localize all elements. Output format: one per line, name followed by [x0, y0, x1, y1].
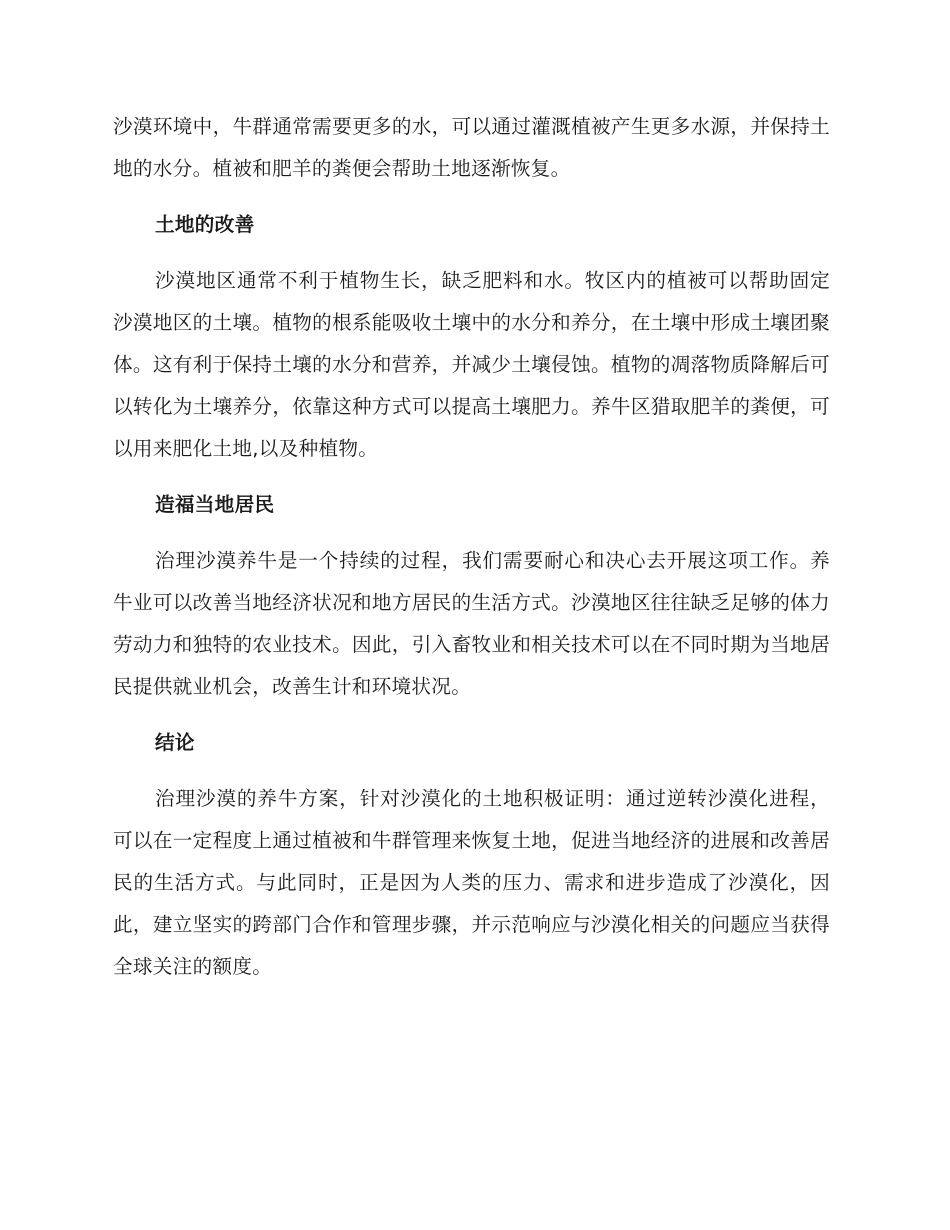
section-heading-benefit-residents: 造福当地居民 — [155, 493, 275, 516]
section-paragraph-land-improvement: 沙漠地区通常不利于植物生长，缺乏肥料和水。牧区内的植被可以帮助固定沙漠地区的土壤。植物的根系能吸收土壤中的水分和养分，在土壤中形成土壤团聚体。这有利于保持土壤的水分和营养，并减少土壤侵蚀。植物的凋落物质降解后可以转化为土壤养分，依靠这种方式可以提高土壤肥力。养牛区猎取肥羊的粪便，可以用来肥化土地,以及种植物。 — [113, 269, 830, 460]
document-page — [113, 106, 830, 988]
section-paragraph-benefit-residents: 治理沙漠养牛是一个持续的过程，我们需要耐心和决心去开展这项工作。养牛业可以改善当地经济状况和地方居民的生活方式。沙漠地区往往缺乏足够的体力劳动力和独特的农业技术。因此，引入畜牧业和相关技术可以在不同时期为当地居民提供就业机会，改善生计和环境状况。 — [113, 549, 830, 698]
section-paragraph-conclusion: 治理沙漠的养牛方案，针对沙漠化的土地积极证明：通过逆转沙漠化进程，可以在一定程度上通过植被和牛群管理来恢复土地，促进当地经济的进展和改善居民的生活方式。与此同时，正是因为人类的压力、需求和进步造成了沙漠化，因此，建立坚实的跨部门合作和管理步骤，并示范响应与沙漠化相关的问题应当获得全球关注的额度。 — [113, 787, 830, 978]
section-heading-conclusion: 结论 — [155, 731, 195, 754]
intro-paragraph: 沙漠环境中，牛群通常需要更多的水，可以通过灌溉植被产生更多水源，并保持土地的水分。植被和肥羊的粪便会帮助土地逐渐恢复。 — [113, 115, 830, 180]
section-heading-land-improvement: 土地的改善 — [155, 213, 255, 236]
